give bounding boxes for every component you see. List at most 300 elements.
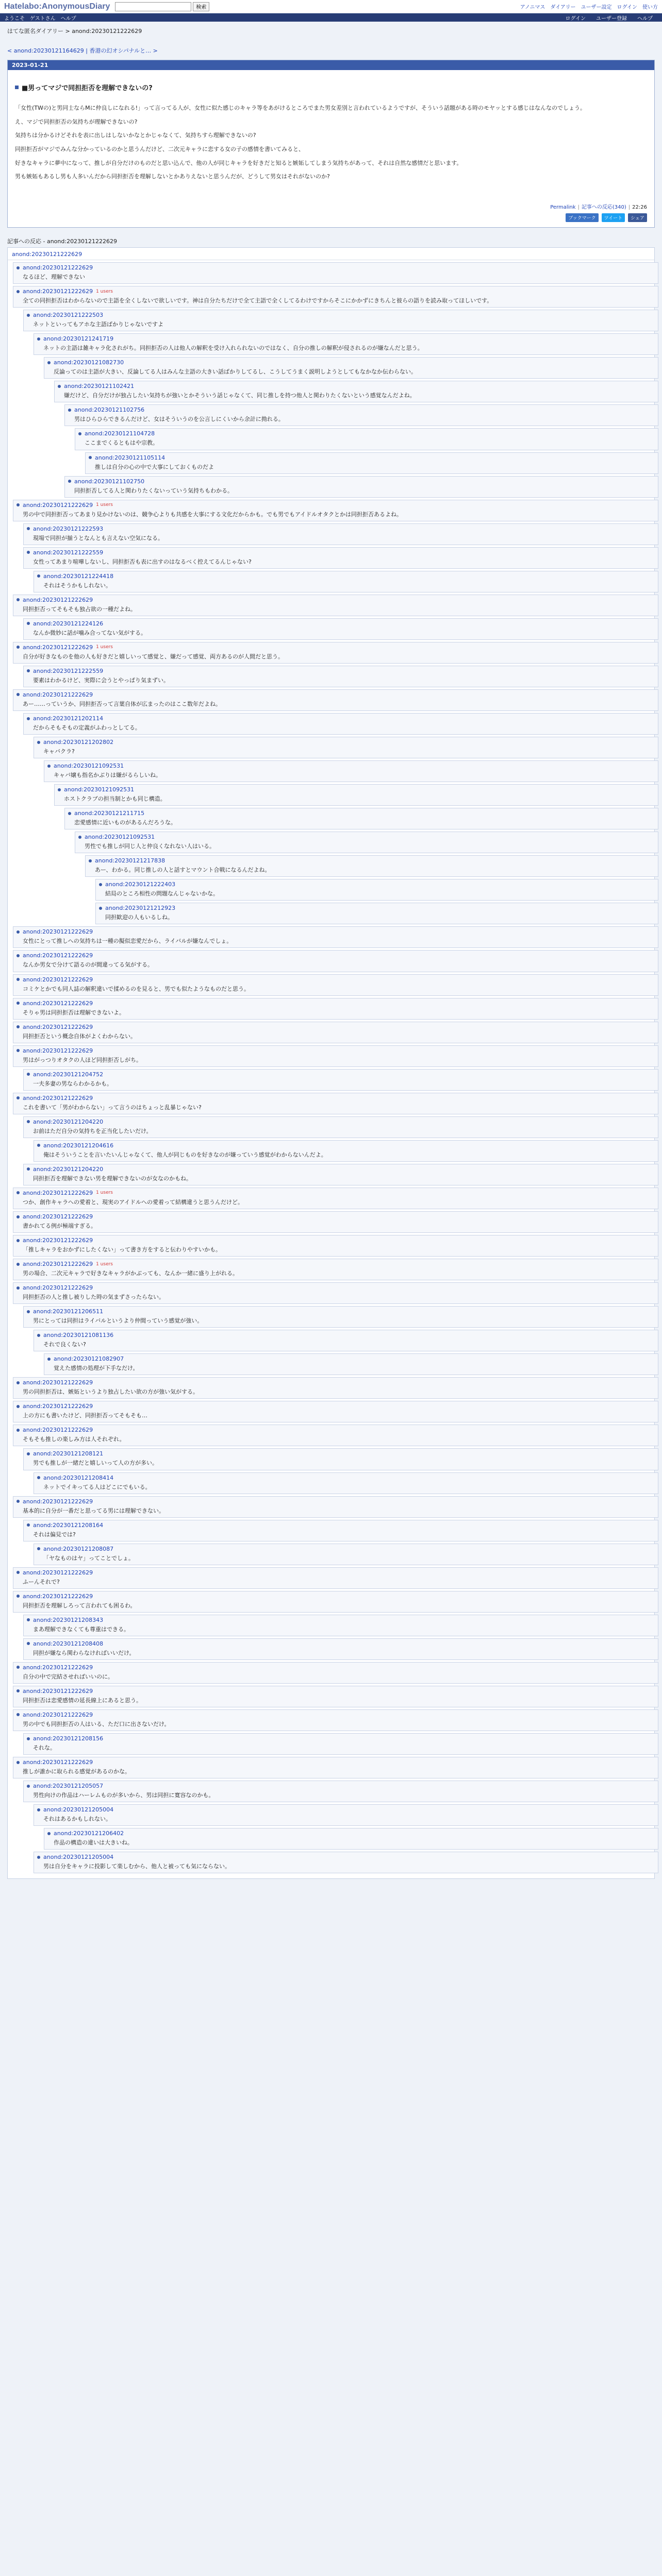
tree-node-link[interactable]: anond:20230121212923 bbox=[105, 905, 176, 912]
tree-node-link[interactable]: anond:20230121222629 bbox=[23, 1687, 93, 1694]
bullet-icon bbox=[16, 1689, 20, 1692]
tree-node-meta bbox=[27, 1118, 655, 1125]
tree-node-link[interactable]: anond:20230121208414 bbox=[43, 1474, 114, 1481]
tree-node-link[interactable]: anond:20230121222629 bbox=[23, 1213, 93, 1220]
sub-bar bbox=[0, 13, 662, 22]
sub-nav-right-link[interactable]: ユーザー登録 bbox=[596, 15, 627, 22]
breadcrumb[interactable]: はてな匿名ダイアリー > anond:20230121222629 bbox=[7, 28, 142, 35]
tree-node-text: それで良くない? bbox=[43, 1341, 86, 1348]
tree-node-meta bbox=[27, 1071, 655, 1078]
tree-node-link[interactable]: anond:20230121208343 bbox=[33, 1616, 104, 1623]
tree-node-meta bbox=[16, 1000, 655, 1007]
tree-node bbox=[13, 262, 658, 284]
share-button[interactable]: ブックマーク bbox=[566, 213, 598, 222]
top-nav-link[interactable]: アノニマス bbox=[520, 5, 545, 10]
bullet-icon bbox=[78, 836, 81, 839]
bullet-icon bbox=[16, 954, 20, 957]
tree-node bbox=[23, 666, 658, 687]
tree-node-text: 自分が好きなものを他の人も好きだと嬉しいって感覚と、嫌だって感覚、両方あるのが人間だと思う。 bbox=[23, 653, 284, 660]
tree-node-link[interactable]: anond:20230121217838 bbox=[95, 857, 166, 865]
user-count-badge[interactable]: 1 users bbox=[96, 289, 113, 294]
bullet-icon bbox=[68, 480, 71, 483]
tree-node-link[interactable]: anond:20230121205057 bbox=[33, 1783, 104, 1790]
tree-node bbox=[34, 333, 658, 355]
tree-node-meta bbox=[16, 1427, 655, 1433]
tree-node bbox=[13, 1235, 658, 1257]
tree-node-text: 書かれてる例が極端すぎる。 bbox=[23, 1223, 96, 1229]
tree-node-text: ここまでくるともはや宗教。 bbox=[85, 439, 158, 447]
tree-node-text: 男は自分をキャラに投影して楽しむから、他人と被っても気にならない。 bbox=[43, 1863, 230, 1870]
article-paragraph: 好きなキャラに夢中になって、推しが自分だけのものだと思い込んで、他の人が同じキャラを好きだと知ると嫉妬してしまう気持ちがあって、それは自然な感情だと思います。 bbox=[15, 159, 462, 166]
tree-node-link[interactable]: anond:20230121222629 bbox=[23, 976, 93, 983]
bullet-icon bbox=[16, 930, 20, 934]
tree-node-link[interactable]: anond:20230121222629 bbox=[23, 1592, 93, 1600]
tree-node-link[interactable]: anond:20230121222629 bbox=[23, 596, 93, 603]
diary-navigation-link[interactable]: < anond:20230121164629 | 香港の幻オシパナルと… > bbox=[7, 47, 158, 54]
bullet-icon bbox=[16, 1239, 20, 1242]
tree-node-meta bbox=[16, 928, 655, 935]
user-count-badge[interactable]: 1 users bbox=[96, 1190, 113, 1196]
bullet-icon bbox=[16, 1381, 20, 1384]
bullet-icon bbox=[16, 1571, 20, 1574]
tree-node-link[interactable]: anond:20230121222593 bbox=[33, 525, 104, 532]
sub-nav-link[interactable]: ゲストさん bbox=[30, 15, 56, 22]
tree-node-link[interactable]: anond:20230121222629 bbox=[23, 952, 93, 959]
tree-node-link[interactable]: anond:20230121222629 bbox=[23, 999, 93, 1007]
tree-node-link[interactable]: anond:20230121222559 bbox=[33, 549, 104, 556]
tree-node-link[interactable]: anond:20230121222629 bbox=[23, 928, 93, 936]
tree-node bbox=[13, 1591, 658, 1613]
tree-node-link[interactable]: anond:20230121241719 bbox=[43, 335, 114, 343]
bullet-icon bbox=[99, 883, 102, 886]
tree-node-link[interactable]: anond:20230121222629 bbox=[23, 1023, 93, 1030]
tree-node-meta bbox=[27, 549, 655, 556]
tree-node-link[interactable]: anond:20230121222629 bbox=[23, 1047, 93, 1054]
bullet-icon bbox=[37, 741, 40, 744]
tree-node-link[interactable]: anond:20230121211715 bbox=[74, 810, 145, 817]
tree-node-link[interactable]: anond:20230121222629 bbox=[23, 1237, 93, 1244]
top-bar bbox=[0, 0, 662, 13]
tree-node bbox=[13, 1188, 658, 1209]
tree-node-link[interactable]: anond:20230121104728 bbox=[85, 430, 155, 437]
bullet-icon bbox=[27, 1618, 30, 1621]
diary-navigation[interactable] bbox=[0, 35, 662, 60]
tree-node-text: 男性向けの作品はハーレムものが多いから、男は同担に寛容なのかも。 bbox=[33, 1792, 214, 1799]
tree-node-text: それはそうかもしれない。 bbox=[43, 582, 111, 589]
tree-node-text: だからそもそもの定義がふわっとしてる。 bbox=[33, 724, 141, 732]
bullet-icon bbox=[27, 1167, 30, 1171]
article-date: 2023-01-21 bbox=[8, 60, 654, 70]
tree-node bbox=[75, 832, 658, 853]
tree-node-text: 男の中で同担拒否ってあまり見かけないのは、競争心よりも共感を大事にする文化だからかも。でも男でもアイドルオタクとかは同担拒否あるよね。 bbox=[23, 511, 403, 518]
bullet-icon bbox=[37, 1547, 40, 1550]
tree-node-text: 男の場合、二次元キャラで好きなキャラがかぶっても、なんか一緒に盛り上がれる。 bbox=[23, 1270, 238, 1277]
tree-node-link[interactable]: anond:20230121222629 bbox=[23, 643, 93, 651]
tree-node bbox=[34, 1544, 658, 1565]
bullet-icon bbox=[27, 1073, 30, 1076]
tree-node-link[interactable]: anond:20230121222629 bbox=[23, 1427, 93, 1434]
tree-node-text: まあ理解できなくても尊重はできる。 bbox=[33, 1625, 129, 1633]
bullet-icon bbox=[27, 1310, 30, 1313]
tree-node bbox=[13, 1022, 658, 1043]
tree-node-text: それはあるかもしれない。 bbox=[43, 1816, 111, 1823]
tree-node-link[interactable]: anond:20230121202802 bbox=[43, 739, 114, 746]
tree-node-text: 基本的に自分が一番だと思ってる男には理解できない。 bbox=[23, 1507, 164, 1514]
tree-node-meta bbox=[16, 1261, 655, 1267]
sub-nav bbox=[4, 14, 81, 22]
bullet-icon bbox=[47, 361, 51, 364]
tree-node-text: ネットといってもアホな主語ばかりじゃないですよ bbox=[33, 321, 163, 328]
tree-node-link[interactable]: anond:20230121222629 bbox=[23, 1569, 93, 1576]
bullet-icon bbox=[16, 1025, 20, 1028]
tree-node-link[interactable]: anond:20230121222629 bbox=[23, 1189, 93, 1196]
tree-node bbox=[13, 1686, 658, 1707]
bullet-icon bbox=[27, 1452, 30, 1455]
tree-node-meta bbox=[58, 786, 655, 793]
tree-node-meta bbox=[78, 834, 655, 840]
tree-node-link[interactable]: anond:20230121081136 bbox=[43, 1332, 114, 1339]
tree-node-link[interactable]: anond:20230121205004 bbox=[43, 1854, 114, 1861]
tree-node-link[interactable]: anond:20230121105114 bbox=[95, 454, 166, 461]
bullet-icon bbox=[47, 765, 51, 768]
tree-node-link[interactable]: anond:20230121222503 bbox=[33, 312, 104, 319]
tree-node-text: 全ての同担拒否はわからないので主語を全くしないで欲しいです。神は自分たちだけで全て主語で全くしてるわけですからそこにかかずにきちんと彼らの語りを読み取ってほしいです。 bbox=[23, 297, 493, 304]
tree-node bbox=[23, 1781, 658, 1802]
tree-node-text: あー……っていうか、同担拒否って言葉自体が広まったのはここ数年だよね。 bbox=[23, 700, 221, 707]
tree-node-meta bbox=[58, 383, 655, 389]
tree-node-text: キャバクラ? bbox=[43, 748, 75, 755]
tree-node-text: なんか男女で分けて語るのが間違ってる気がする。 bbox=[23, 961, 153, 969]
tree-node bbox=[13, 1045, 658, 1067]
tree-node-link[interactable]: anond:20230121208408 bbox=[33, 1640, 104, 1647]
top-nav-link[interactable]: ログイン bbox=[617, 5, 637, 10]
tree-node-link[interactable]: anond:20230121208164 bbox=[33, 1521, 104, 1529]
tree-node bbox=[23, 1638, 658, 1660]
tree-node-link[interactable]: anond:20230121222629 bbox=[23, 1261, 93, 1268]
tree-node-meta bbox=[27, 1308, 655, 1315]
bullet-icon bbox=[27, 551, 30, 554]
share-button[interactable]: ツイート bbox=[602, 213, 625, 222]
article-title-text: ■男ってマジで同担拒否を理解できないの? bbox=[22, 84, 153, 92]
tree-node-link[interactable]: anond:20230121222629 bbox=[23, 1403, 93, 1410]
tree-node bbox=[13, 974, 658, 996]
tree-node bbox=[54, 381, 658, 402]
bullet-icon bbox=[37, 337, 40, 341]
tree-node-link[interactable]: anond:20230121222629 bbox=[23, 691, 93, 698]
tree-node-text: 同担拒否は恋愛感情の延長線上にあると思う。 bbox=[23, 1697, 142, 1704]
tree-node bbox=[64, 808, 658, 829]
bullet-icon bbox=[16, 1002, 20, 1005]
tree-node-meta bbox=[27, 1522, 655, 1529]
tree-node-link[interactable]: anond:20230121222629 bbox=[23, 1664, 93, 1671]
tree-node-text: 同担が嫌なら関わらなければいいだけ。 bbox=[33, 1649, 135, 1656]
sub-nav-link[interactable]: ヘルプ bbox=[60, 15, 76, 22]
tree-node-link[interactable]: anond:20230121206402 bbox=[54, 1830, 124, 1837]
sub-nav-right bbox=[566, 14, 658, 22]
tree-node-link[interactable]: anond:20230121092531 bbox=[85, 834, 155, 841]
tree-root-title[interactable] bbox=[8, 250, 654, 260]
tree-node-link[interactable]: anond:20230121224126 bbox=[33, 620, 104, 627]
tree-node bbox=[13, 500, 658, 521]
tree-node bbox=[64, 404, 658, 426]
tree-node-text: 自分の中で完結させればいいのに。 bbox=[23, 1673, 113, 1680]
tree-node-text: 覚えた感情の処理が下手なだけ。 bbox=[54, 1365, 139, 1372]
search-button[interactable]: 検索 bbox=[193, 2, 209, 11]
tree-node-link[interactable]: anond:20230121222629 bbox=[23, 264, 93, 272]
bullet-icon bbox=[16, 1096, 20, 1099]
top-nav-link[interactable]: ダイアリー bbox=[550, 5, 576, 10]
tree-node-text: これを書いて「男がわからない」って言うのはちょっと乱暴じゃない? bbox=[23, 1104, 202, 1111]
tree-node-link[interactable]: anond:20230121204220 bbox=[33, 1118, 104, 1125]
logo-sub-text: AnonymousDiary bbox=[41, 2, 110, 11]
tree-node bbox=[13, 642, 658, 664]
tree-node bbox=[34, 1804, 658, 1826]
tree-node-text: 同担拒否を理解しろって言われても困るわ。 bbox=[23, 1602, 136, 1609]
tree-node bbox=[34, 737, 658, 758]
tree-root-link[interactable]: anond:20230121222629 bbox=[12, 251, 82, 258]
tree-node bbox=[13, 1567, 658, 1589]
tree-node bbox=[34, 1330, 658, 1351]
tree-node-meta bbox=[27, 620, 655, 627]
tree-node-link[interactable]: anond:20230121082907 bbox=[54, 1355, 124, 1363]
bullet-icon bbox=[16, 598, 20, 601]
tree-node-meta bbox=[47, 1830, 655, 1837]
article-title[interactable] bbox=[15, 82, 647, 92]
tree-node-meta bbox=[16, 1190, 655, 1196]
sub-nav-right-link[interactable]: ログイン bbox=[565, 15, 586, 22]
tree-node bbox=[23, 1069, 658, 1091]
tree-node-meta bbox=[16, 976, 655, 983]
user-count-badge[interactable]: 1 users bbox=[96, 502, 113, 508]
bullet-icon bbox=[16, 1049, 20, 1052]
tree-node bbox=[13, 689, 658, 711]
tree-node-meta bbox=[16, 1759, 655, 1766]
tree-node-meta bbox=[99, 905, 655, 911]
tree-node bbox=[44, 760, 658, 782]
tree-node-meta bbox=[27, 312, 655, 318]
tree-node-text: 結局のところ相性の問題なんじゃないかな。 bbox=[105, 890, 219, 897]
tree-node-meta bbox=[89, 857, 655, 864]
article-body bbox=[8, 70, 654, 227]
tree-node-meta bbox=[16, 1379, 655, 1386]
user-count-badge[interactable]: 1 users bbox=[96, 645, 113, 650]
tree-node-link[interactable]: anond:20230121204616 bbox=[43, 1142, 114, 1149]
tree-node-link[interactable]: anond:20230121222629 bbox=[23, 501, 93, 509]
tree-node-meta bbox=[16, 1688, 655, 1694]
tree-node-link[interactable]: anond:20230121208087 bbox=[43, 1545, 114, 1552]
article-paragraph: 男も嫉妬もあるし男も人多いんだから同担拒否を理解しないとかありえないと思うんだが、どうして男女はそれがないのか? bbox=[15, 173, 330, 180]
bullet-icon bbox=[16, 1595, 20, 1598]
tree-node-text: 同担拒否してる人と関わりたくないっていう気持ちもわかる。 bbox=[74, 487, 233, 494]
bullet-icon bbox=[37, 1808, 40, 1811]
sub-nav-right-link[interactable]: ヘルプ bbox=[637, 15, 653, 22]
tree-node-meta bbox=[47, 1355, 655, 1362]
tree-node-link[interactable]: anond:20230121208121 bbox=[33, 1450, 104, 1458]
bullet-icon bbox=[37, 1144, 40, 1147]
bullet-icon bbox=[68, 409, 71, 412]
bullet-icon bbox=[89, 456, 92, 459]
tree-node-link[interactable]: anond:20230121222559 bbox=[33, 667, 104, 674]
bullet-icon bbox=[27, 1120, 30, 1123]
bullet-icon bbox=[16, 1286, 20, 1290]
tree-node-text: 男の中でも同担拒否の人はいる、ただ口に出さないだけ。 bbox=[23, 1720, 170, 1727]
bullet-icon bbox=[16, 290, 20, 293]
tree-node-link[interactable]: anond:20230121222629 bbox=[23, 1711, 93, 1718]
bullet-icon bbox=[16, 1429, 20, 1432]
tree-node bbox=[23, 618, 658, 640]
tree-node-meta bbox=[68, 406, 655, 413]
tree-node-meta bbox=[37, 1546, 655, 1552]
bullet-icon bbox=[16, 1500, 20, 1503]
tree-node-link[interactable]: anond:20230121102750 bbox=[74, 478, 145, 485]
tree-node-meta bbox=[16, 1047, 655, 1054]
tree-node-meta bbox=[16, 1284, 655, 1291]
bullet-icon bbox=[27, 314, 30, 317]
tree-node bbox=[13, 1282, 658, 1304]
tree-node-meta bbox=[16, 1664, 655, 1671]
site-logo[interactable] bbox=[4, 2, 110, 11]
top-nav bbox=[520, 3, 658, 10]
bullet-icon bbox=[58, 788, 61, 791]
tree-node-meta bbox=[37, 1854, 655, 1860]
tree-node-link[interactable]: anond:20230121208156 bbox=[33, 1735, 104, 1742]
tree-node-text: 嫌だけど、自分だけが独占したい気持ちが強いとかそういう話じゃなくて、同じ推しを持つ他人と関わりたくないという感覚なんだよね。 bbox=[64, 392, 416, 399]
tree-node-meta bbox=[27, 1735, 655, 1742]
bullet-icon bbox=[16, 503, 20, 506]
tree-node bbox=[13, 595, 658, 616]
tree-node-link[interactable]: anond:20230121092531 bbox=[54, 762, 124, 770]
tree-node bbox=[13, 1211, 658, 1233]
tree-node-text: 作品の構造の違いは大きいね。 bbox=[54, 1839, 133, 1846]
tree-node bbox=[34, 1852, 658, 1873]
tree-node-link[interactable]: anond:20230121102421 bbox=[64, 383, 135, 390]
tree-node-link[interactable]: anond:20230121205004 bbox=[43, 1806, 114, 1814]
bullet-icon bbox=[37, 1856, 40, 1859]
response-tree bbox=[7, 247, 655, 1879]
tree-node-link[interactable]: anond:20230121204220 bbox=[33, 1165, 104, 1173]
tree-node-link[interactable]: anond:20230121206511 bbox=[33, 1308, 104, 1315]
tree-node bbox=[23, 1164, 658, 1185]
tree-node bbox=[95, 903, 658, 924]
tree-node-text: 一夫多妻の男ならわかるかも。 bbox=[33, 1080, 112, 1087]
bullet-icon bbox=[27, 669, 30, 672]
tree-node bbox=[13, 286, 658, 308]
comments-link[interactable]: 記事への反応(340) bbox=[581, 205, 626, 211]
tree-node bbox=[23, 1733, 658, 1755]
tree-node-text: 恋愛感情に近いものがあるんだろうな。 bbox=[74, 819, 176, 826]
tree-node-text: 同担拒否を理解できない男を理解できないのが女なのかもね。 bbox=[33, 1175, 192, 1182]
post-time: 22:26 bbox=[632, 205, 647, 211]
tree-heading: 記事への反応 - anond:20230121222629 bbox=[7, 238, 118, 245]
tree-node bbox=[23, 1615, 658, 1636]
tree-node bbox=[23, 713, 658, 735]
article-text bbox=[15, 104, 647, 182]
tree-node-meta bbox=[89, 454, 655, 461]
tree-node bbox=[23, 523, 658, 545]
top-nav-link[interactable]: ユーザー設定 bbox=[581, 5, 612, 10]
tree-node bbox=[44, 1353, 658, 1375]
tree-node-link[interactable]: anond:20230121222629 bbox=[23, 1284, 93, 1292]
tree-node-meta bbox=[37, 1332, 655, 1338]
share-buttons bbox=[15, 213, 647, 222]
tree-node-link[interactable]: anond:20230121222403 bbox=[105, 881, 176, 888]
bullet-icon bbox=[37, 1334, 40, 1337]
tree-node-text: 男はがっつりオタクの人ほど同担拒否しがち。 bbox=[23, 1056, 142, 1063]
tree-node bbox=[85, 452, 658, 474]
title-square-icon bbox=[15, 86, 19, 89]
tree-node-text: ホストクラブの担当制とかも同じ構造。 bbox=[64, 795, 166, 803]
tree-node bbox=[13, 1757, 658, 1778]
tree-node bbox=[13, 926, 658, 948]
tree-node-meta bbox=[37, 739, 655, 745]
bullet-icon bbox=[16, 693, 20, 696]
tree-node-meta bbox=[16, 1213, 655, 1220]
tree-node-link[interactable]: anond:20230121222629 bbox=[23, 1759, 93, 1766]
bullet-icon bbox=[47, 1358, 51, 1361]
tree-node-meta bbox=[27, 1640, 655, 1647]
tree-node-link[interactable]: anond:20230121204752 bbox=[33, 1071, 104, 1078]
tree-node-meta bbox=[16, 1237, 655, 1244]
tree-node-link[interactable]: anond:20230121222629 bbox=[23, 288, 93, 295]
tree-node-link[interactable]: anond:20230121202114 bbox=[33, 715, 104, 722]
bullet-icon bbox=[27, 717, 30, 720]
bullet-icon bbox=[47, 1832, 51, 1835]
bullet-icon bbox=[27, 622, 30, 625]
sub-nav-link[interactable]: ようこそ bbox=[4, 15, 25, 22]
tree-node bbox=[64, 476, 658, 498]
bullet-icon bbox=[99, 907, 102, 910]
search-input[interactable] bbox=[115, 2, 191, 11]
tree-node-meta bbox=[99, 881, 655, 888]
tree-node bbox=[13, 950, 658, 972]
tree-node-meta bbox=[16, 1569, 655, 1576]
bullet-icon bbox=[27, 1523, 30, 1527]
tree-node bbox=[13, 1662, 658, 1684]
tree-node-meta bbox=[16, 1403, 655, 1410]
tree-node bbox=[13, 1377, 658, 1399]
tree-node-meta bbox=[27, 715, 655, 722]
tree-node-link[interactable]: anond:20230121082730 bbox=[54, 359, 124, 366]
tree-node-link[interactable]: anond:20230121102756 bbox=[74, 406, 145, 414]
bullet-icon bbox=[16, 1666, 20, 1669]
share-button[interactable]: シェア bbox=[628, 213, 647, 222]
bullet-icon bbox=[78, 432, 81, 435]
tree-node-link[interactable]: anond:20230121224418 bbox=[43, 572, 114, 580]
tree-node bbox=[13, 1259, 658, 1280]
tree-node-link[interactable]: anond:20230121222629 bbox=[23, 1094, 93, 1101]
tree-node-link[interactable]: anond:20230121092531 bbox=[64, 786, 135, 793]
tree-node bbox=[34, 571, 658, 592]
tree-node-text: 男にとっては同担はライバルというより仲間っていう感覚が強い。 bbox=[33, 1317, 203, 1325]
tree-node-meta bbox=[47, 762, 655, 769]
top-nav-link[interactable]: 使い方 bbox=[642, 5, 658, 10]
tree-node-text: ふーんそれで? bbox=[23, 1578, 60, 1585]
tree-node-text: お前はただ自分の気持ちを正当化したいだけ。 bbox=[33, 1127, 152, 1134]
tree-node-meta bbox=[16, 264, 655, 271]
logo-text: Hatelabo: bbox=[4, 2, 42, 11]
tree-node-text: 女性ってあまり喧嘩しないし、同担拒否も表に出すのはなるべく控えてるんじゃない? bbox=[33, 558, 252, 565]
tree-node-text: それは偏見では? bbox=[33, 1531, 76, 1538]
tree-node-link[interactable]: anond:20230121222629 bbox=[23, 1379, 93, 1386]
tree-node-link[interactable]: anond:20230121222629 bbox=[23, 1498, 93, 1505]
tree-node bbox=[23, 1520, 658, 1541]
permalink-link[interactable]: Permalink bbox=[550, 205, 576, 211]
tree-node-text: つか、創作キャラへの愛着と、現実のアイドルへの愛着って結構違うと思うんだけど。 bbox=[23, 1198, 244, 1206]
tree-node-text: 同担歓迎の人もいるしね。 bbox=[105, 914, 173, 921]
tree-node bbox=[34, 1140, 658, 1162]
tree-nodes bbox=[8, 262, 654, 1873]
user-count-badge[interactable]: 1 users bbox=[96, 1261, 113, 1267]
